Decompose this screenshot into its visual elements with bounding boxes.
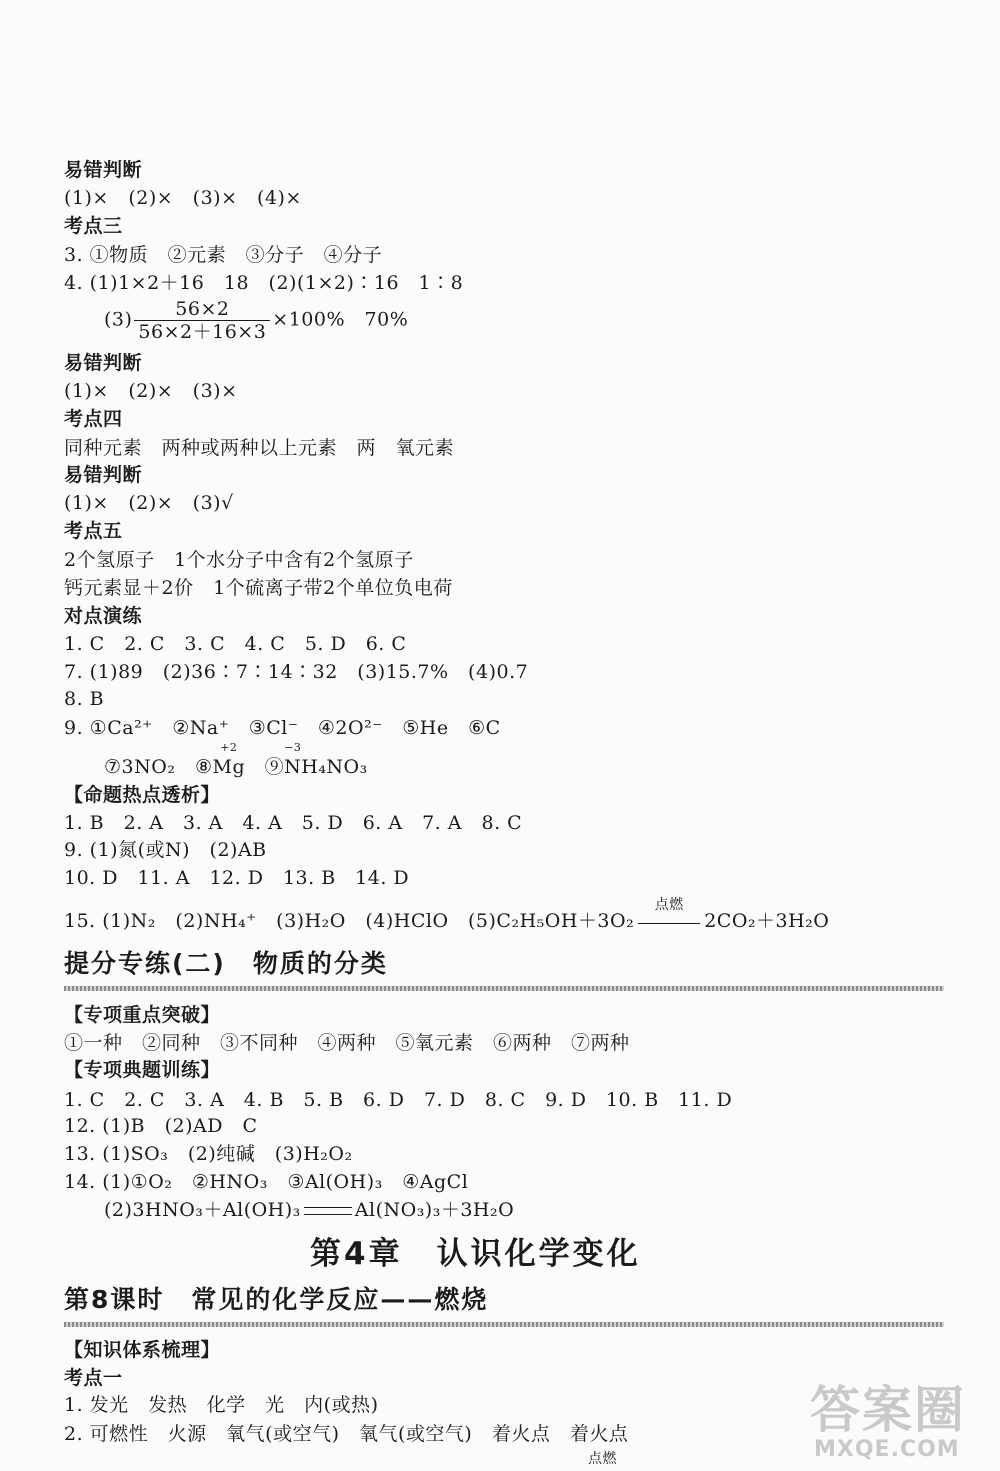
chapter-title: 第4章 认识化学变化 bbox=[310, 1236, 641, 1272]
lesson-title: 第8课时 常见的化学反应——燃烧 bbox=[64, 1285, 489, 1314]
answer-line: 2. 可燃性 火源 氧气(或空气) 氧气(或空气) 着火点 着火点 bbox=[64, 1423, 629, 1445]
bracket-heading: 【专项重点突破】 bbox=[64, 1004, 221, 1026]
fraction-prefix: (3) bbox=[104, 308, 133, 331]
answer-text: ⑦3NO₂ ⑧ bbox=[104, 756, 213, 778]
section-label: 易错判断 bbox=[64, 464, 143, 486]
equation-reactants: 15. (1)N₂ (2)NH₄⁺ (3)H₂O (4)HClO (5)C₂H₅OH＋3O₂ bbox=[64, 910, 635, 932]
divider bbox=[64, 1322, 944, 1327]
answer-line: 8. B bbox=[64, 688, 105, 710]
equals-sign bbox=[304, 1207, 352, 1215]
watermark-url: MXQE.COM bbox=[814, 1437, 960, 1462]
equation-line bbox=[64, 897, 830, 933]
section-label: 考点四 bbox=[64, 408, 123, 430]
equation-products: Al(NO₃)₃＋3H₂O bbox=[354, 1199, 515, 1221]
fraction-numerator: 56×2 bbox=[134, 298, 270, 321]
answer-line: 同种元素 两种或两种以上元素 两 氧元素 bbox=[64, 437, 455, 459]
divider bbox=[64, 986, 944, 991]
section-label: 考点五 bbox=[64, 520, 123, 542]
answer-line: 1. C 2. C 3. C 4. C 5. D 6. C bbox=[64, 633, 407, 655]
answer-line: 钙元素显＋2价 1个硫离子带2个单位负电荷 bbox=[64, 577, 453, 599]
answer-line: 9. ①Ca²⁺ ②Na⁺ ③Cl⁻ ④2O²⁻ ⑤He ⑥C bbox=[64, 717, 501, 739]
element-symbol: N bbox=[284, 756, 302, 778]
valence-n bbox=[284, 741, 302, 779]
fraction-answer-line bbox=[104, 298, 408, 343]
section-label: 对点演练 bbox=[64, 605, 143, 627]
section-title: 提分专练(二) 物质的分类 bbox=[64, 949, 388, 978]
element-symbol: Mg bbox=[212, 756, 246, 778]
answer-line: 1. B 2. A 3. A 4. A 5. D 6. A 7. A 8. C bbox=[64, 812, 523, 834]
answer-text: ⑨ bbox=[245, 756, 285, 778]
section-label: 易错判断 bbox=[64, 352, 143, 374]
answer-line: 2个氢原子 1个水分子中含有2个氢原子 bbox=[64, 549, 414, 571]
section-label: 考点一 bbox=[64, 1367, 123, 1389]
bracket-heading: 【命题热点透析】 bbox=[64, 784, 221, 806]
cut-off-condition: 点燃 bbox=[588, 1451, 617, 1467]
answer-line: 1. 发光 发热 化学 光 内(或热) bbox=[64, 1394, 379, 1416]
reaction-arrow bbox=[636, 897, 702, 932]
answer-line: (1)× (2)× (3)× bbox=[64, 380, 238, 402]
answer-line: ①一种 ②同种 ③不同种 ④两种 ⑤氧元素 ⑥两种 ⑦两种 bbox=[64, 1032, 630, 1054]
section-label: 考点三 bbox=[64, 215, 123, 237]
reaction-condition: 点燃 bbox=[654, 897, 684, 913]
answer-line-valence bbox=[104, 741, 368, 779]
answer-line: 9. (1)氮(或N) (2)AB bbox=[64, 839, 267, 861]
watermark-text: 答案圈 bbox=[810, 1381, 966, 1439]
answer-line: 14. (1)①O₂ ②HNO₃ ③Al(OH)₃ ④AgCl bbox=[64, 1171, 469, 1193]
section-label: 易错判断 bbox=[64, 159, 143, 181]
answer-line: (1)× (2)× (3)× (4)× bbox=[64, 187, 302, 209]
equation-reactants: (2)3HNO₃＋Al(OH)₃ bbox=[104, 1199, 301, 1221]
fraction-suffix: ×100% 70% bbox=[272, 308, 409, 331]
answer-line: 7. (1)89 (2)36∶7∶14∶32 (3)15.7% (4)0.7 bbox=[64, 661, 529, 683]
bracket-heading: 【知识体系梳理】 bbox=[64, 1339, 221, 1361]
equation-line bbox=[104, 1198, 514, 1222]
answer-line: 1. C 2. C 3. A 4. B 5. B 6. D 7. D 8. C 9. D 10. B 11. D bbox=[64, 1089, 733, 1111]
answer-line: 12. (1)B (2)AD C bbox=[64, 1115, 258, 1137]
fraction bbox=[134, 298, 270, 343]
valence-charge: −3 bbox=[284, 741, 302, 754]
bracket-heading: 【专项典题训练】 bbox=[64, 1059, 221, 1081]
equation-products: 2CO₂＋3H₂O bbox=[704, 910, 830, 932]
answer-line: 4. (1)1×2＋16 18 (2)(1×2)∶16 1∶8 bbox=[64, 272, 464, 294]
answer-line: 10. D 11. A 12. D 13. B 14. D bbox=[64, 867, 410, 889]
fraction-denominator: 56×2＋16×3 bbox=[138, 321, 267, 343]
answer-line: 3. ①物质 ②元素 ③分子 ④分子 bbox=[64, 244, 383, 266]
answer-line: (1)× (2)× (3)√ bbox=[64, 492, 234, 514]
watermark-logo bbox=[810, 1382, 966, 1462]
valence-charge: +2 bbox=[220, 741, 238, 754]
answer-text: H₄NO₃ bbox=[301, 756, 368, 778]
valence-mg bbox=[212, 741, 246, 779]
answer-line: 13. (1)SO₃ (2)纯碱 (3)H₂O₂ bbox=[64, 1143, 353, 1165]
